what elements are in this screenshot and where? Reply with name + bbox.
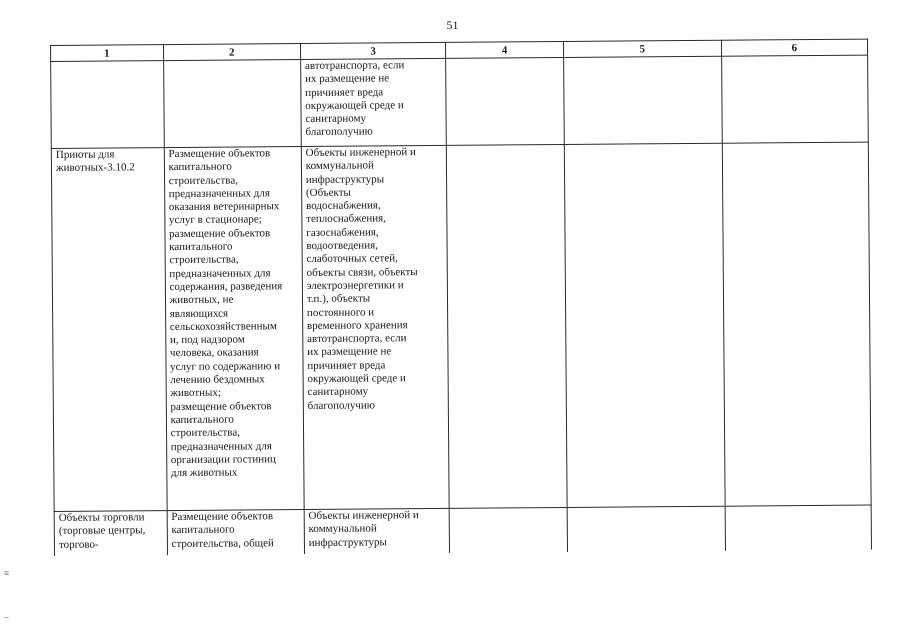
land-use-table bbox=[50, 39, 872, 556]
cell-type: Объекты торговли (торговые центры, торгово- bbox=[54, 511, 167, 556]
cell-col6 bbox=[722, 142, 871, 506]
cell-col4 bbox=[446, 144, 567, 508]
cell-description: Размещение объектов капитального строительства, предназначенных для оказания ветеринарных услуг в стационаре; размещение объектов капитального строительства, предназначенных для содержания, разведения животных, не являющихся сельскохозяйственным и, под надзором человека, оказания услуг по содержанию и лечению бездомных животных; размещение объектов капитального строительства, предназначенных для организации гостиниц для животных bbox=[164, 147, 304, 511]
cell-col6 bbox=[721, 55, 868, 143]
cell-col5 bbox=[564, 56, 722, 144]
column-header-1: 1 bbox=[51, 45, 164, 62]
cell-auxiliary-use: Объекты инженерной и коммунальной инфраструктуры (Объекты водоснабжения, теплоснабжения, газоснабжения, водоотведения, слаботочных сетей, объекты связи, объекты электроэнергетики и т.п.), объекты постоянного и временного хранения автотранспорта, если их размещение не причиняет вреда окружающей среде и санитарному благополучию bbox=[301, 145, 449, 509]
cell-description bbox=[163, 60, 301, 148]
margin-tick: – bbox=[4, 612, 9, 622]
table-row bbox=[54, 505, 871, 556]
column-header-3: 3 bbox=[300, 42, 445, 59]
margin-tick: ≡ bbox=[4, 568, 10, 578]
page-number: 51 bbox=[446, 18, 459, 32]
cell-auxiliary-use: Объекты инженерной и коммунальной инфраструктуры bbox=[304, 508, 450, 554]
cell-auxiliary-use: автотранспорта, если их размещение не причиняет вреда окружающей среде и санитарному благополучию bbox=[300, 58, 446, 146]
cell-type: Приюты для животных-3.10.2 bbox=[51, 148, 166, 512]
cell-col6 bbox=[725, 505, 872, 551]
cell-description: Размещение объектов капитального строительства, общей bbox=[167, 510, 305, 556]
cell-col4 bbox=[446, 57, 564, 145]
cell-col4 bbox=[449, 507, 567, 552]
column-header-5: 5 bbox=[563, 40, 721, 57]
cell-col5 bbox=[564, 143, 725, 507]
column-header-2: 2 bbox=[163, 44, 300, 61]
table-row bbox=[51, 55, 869, 148]
cell-col5 bbox=[567, 506, 725, 552]
table-row bbox=[51, 142, 871, 511]
column-header-4: 4 bbox=[446, 41, 564, 58]
cell-type bbox=[51, 61, 164, 149]
column-header-6: 6 bbox=[721, 39, 868, 56]
